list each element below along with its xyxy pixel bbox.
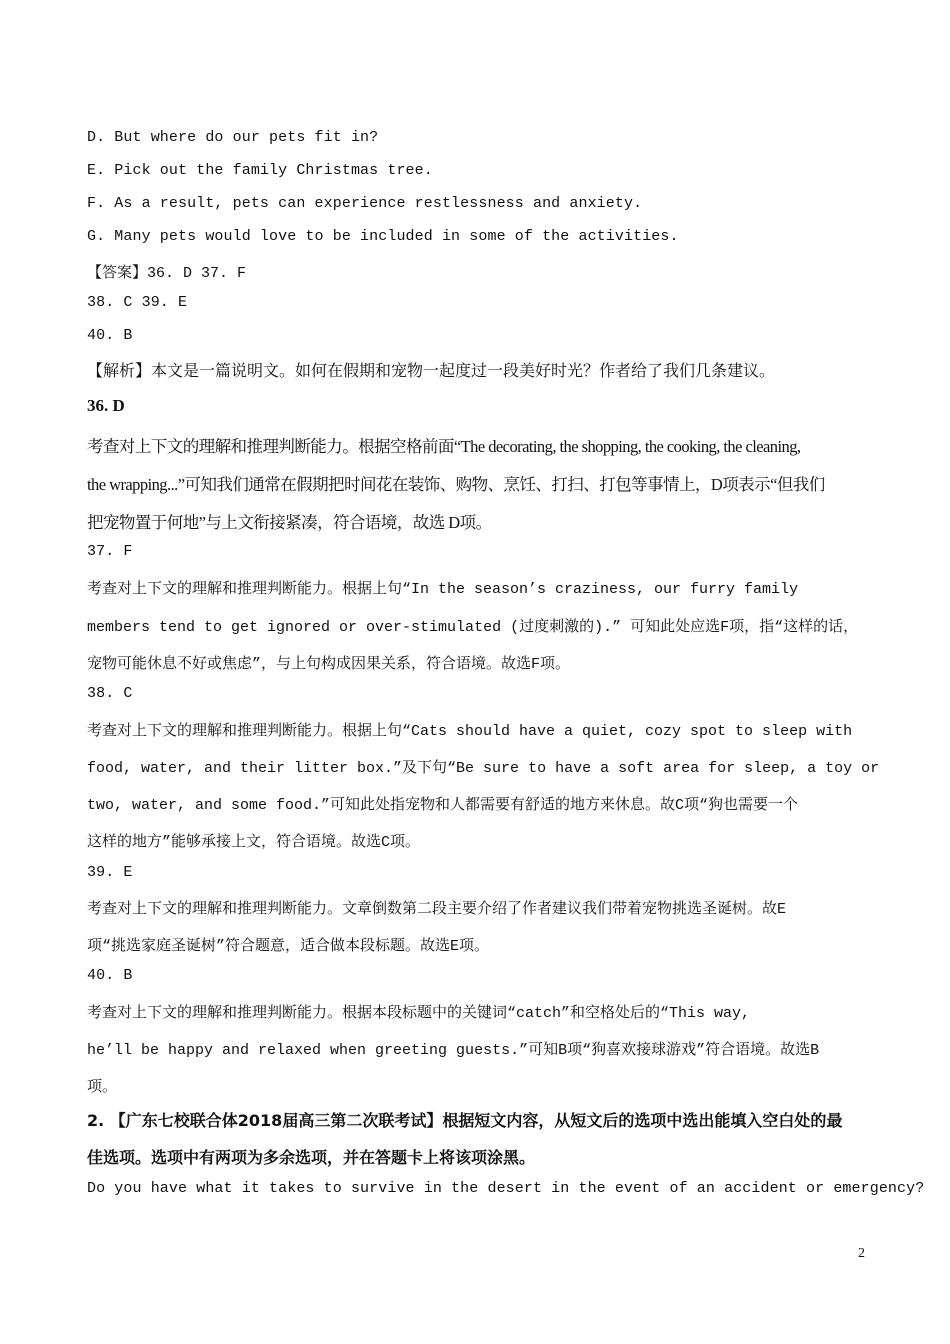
answer-line-2: 38. C 39. E bbox=[87, 294, 188, 311]
question-2-line-1: 2. 【广东七校联合体2018届高三第二次联考试】根据短文内容，从短文后的选项中选出能填入空白处的最 bbox=[87, 1111, 843, 1130]
question-2-line-2: 佳选项。选项中有两项为多余选项，并在答题卡上将该项涂黑。 bbox=[87, 1148, 536, 1167]
answer-line-1: 【答案】36. D 37. F bbox=[87, 265, 247, 282]
q38-heading: 38. C bbox=[87, 685, 133, 702]
q36-heading: 36. D bbox=[87, 396, 125, 415]
q36-line-3: 把宠物置于何地”与上文衔接紧凑，符合语境，故选 D项。 bbox=[87, 513, 492, 532]
q39-heading: 39. E bbox=[87, 864, 133, 881]
q38-line-2: food, water, and their litter box.”及下句“Be sure to have a soft area for sleep, a toy or bbox=[87, 760, 880, 777]
q37-line-1: 考查对上下文的理解和推理判断能力。根据上句“In the season’s craziness, our furry family bbox=[87, 581, 799, 598]
question-2-line-3: Do you have what it takes to survive in the desert in the event of an accident or emergency? bbox=[87, 1180, 925, 1197]
answer-line-3: 40. B bbox=[87, 327, 133, 344]
q37-heading: 37. F bbox=[87, 543, 133, 560]
q39-line-2: 项“挑选家庭圣诞树”符合题意，适合做本段标题。故选E项。 bbox=[87, 938, 490, 955]
option-f: F. As a result, pets can experience restlessness and anxiety. bbox=[87, 195, 643, 212]
q38-line-4: 这样的地方”能够承接上文，符合语境。故选C项。 bbox=[87, 834, 421, 851]
option-g: G. Many pets would love to be included in some of the activities. bbox=[87, 228, 679, 245]
q38-line-3: two, water, and some food.”可知此处指宠物和人都需要有舒适的地方来休息。故C项“狗也需要一个 bbox=[87, 797, 799, 814]
q39-line-1: 考查对上下文的理解和推理判断能力。文章倒数第二段主要介绍了作者建议我们带着宠物挑选圣诞树。故E bbox=[87, 901, 787, 918]
option-d: D. But where do our pets fit in? bbox=[87, 129, 379, 146]
q36-line-1: 考查对上下文的理解和推理判断能力。根据空格前面“The decorating, the shopping, the cooking, the cleaning, bbox=[87, 437, 801, 456]
q40-line-3: 项。 bbox=[87, 1079, 118, 1096]
q40-line-2: he’ll be happy and relaxed when greeting guests.”可知B项“狗喜欢接球游戏”符合语境。故选B bbox=[87, 1042, 820, 1059]
q40-line-1: 考查对上下文的理解和推理判断能力。根据本段标题中的关键词“catch”和空格处后的“This way, bbox=[87, 1005, 751, 1022]
option-e: E. Pick out the family Christmas tree. bbox=[87, 162, 433, 179]
analysis-intro: 【解析】本文是一篇说明文。如何在假期和宠物一起度过一段美好时光？作者给了我们几条建议。 bbox=[87, 361, 776, 380]
page-number: 2 bbox=[858, 1246, 865, 1261]
q37-line-2: members tend to get ignored or over-stimulated (过度刺激的).” 可知此处应选F项，指“这样的话， bbox=[87, 619, 859, 636]
q40-heading: 40. B bbox=[87, 967, 133, 984]
q36-line-2: the wrapping...”可知我们通常在假期把时间花在装饰、购物、烹饪、打扫、打包等事情上，D项表示“但我们 bbox=[87, 475, 825, 494]
q37-line-3: 宠物可能休息不好或焦虑”，与上句构成因果关系，符合语境。故选F项。 bbox=[87, 656, 571, 673]
q38-line-1: 考查对上下文的理解和推理判断能力。根据上句“Cats should have a quiet, cozy spot to sleep with bbox=[87, 723, 853, 740]
